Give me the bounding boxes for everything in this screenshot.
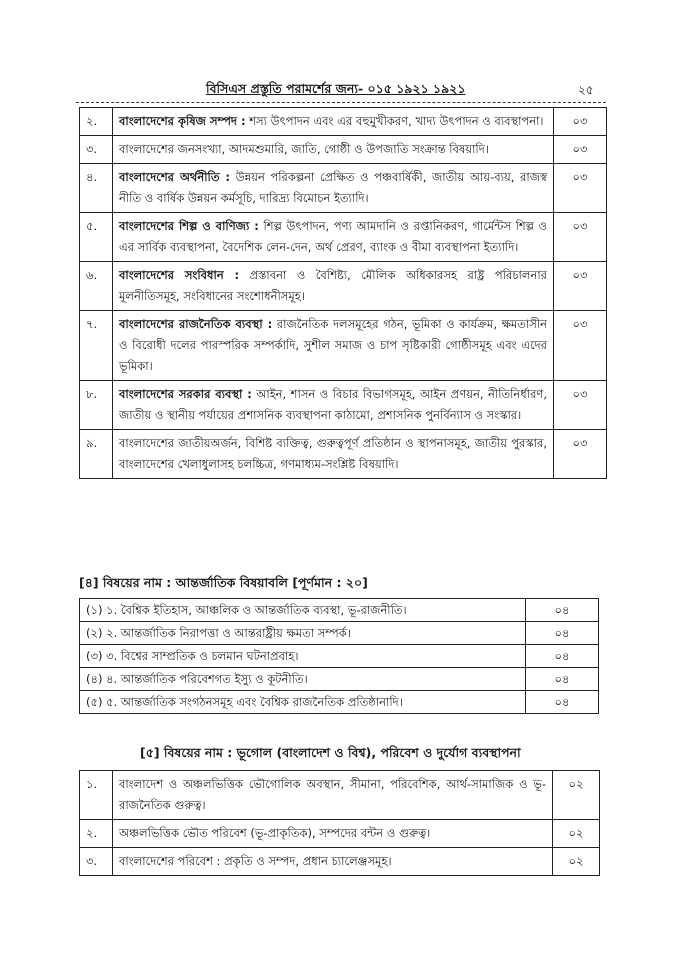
- item-description: বাংলাদেশের পরিবেশ : প্রকৃতি ও সম্পদ, প্রধান চ্যালেঞ্জসমূহ।: [113, 848, 553, 876]
- item-description: (৫) ৫. আন্তর্জাতিক সংগঠনসমূহ এবং বৈশ্বিক রাজনৈতিক প্রতিষ্ঠানাদি।: [80, 691, 526, 714]
- item-marks: ০২: [553, 848, 600, 876]
- item-number: ৩.: [80, 136, 113, 164]
- table-row: [80, 213, 607, 262]
- item-marks: ০৩: [554, 108, 607, 136]
- header-title: বিসিএস প্রস্তুতি পরামর্শের জন্য- ০১৫ ১৯২১ ১৯২১: [206, 81, 466, 96]
- item-marks: ০৪: [526, 645, 599, 668]
- topic-text: শিল্প উৎপাদন, পণ্য আমদানি ও রপ্তানিকরণ, গার্মেন্টস শিল্প ও এর সার্বিক ব্যবস্থাপনা, বৈদেশিক লেন-দেন, অর্থ প্রেরণ, ব্যাংক ও বীমা ব্যবস্থাপনা ইত্যাদি।: [119, 219, 547, 254]
- page-header: [76, 80, 606, 103]
- item-marks: ০৩: [554, 164, 607, 213]
- item-marks: ০৪: [526, 599, 599, 622]
- item-description: (৪) ৪. আন্তর্জাতিক পরিবেশগত ইস্যু ও কূটনীতি।: [80, 668, 526, 691]
- item-description: (৩) ৩. বিশ্বের সাম্প্রতিক ও চলমান ঘটনাপ্রবাহ।: [80, 645, 526, 668]
- item-marks: ০৪: [526, 622, 599, 645]
- item-marks: ০৪: [526, 668, 599, 691]
- item-description: [113, 164, 554, 213]
- topic-text: রাজনৈতিক দলসমূহের গঠন, ভূমিকা ও কার্যক্রম, ক্ষমতাসীন ও বিরোধী দলের পারস্পরিক সম্পর্কাদি, সুশীল সমাজ ও চাপ সৃষ্টিকারী গোষ্ঠীসমূহ এবং এদের ভূমিকা।: [119, 317, 547, 373]
- item-number: ৬.: [80, 262, 113, 311]
- topic-heading: বাংলাদেশের অর্থনীতি :: [119, 170, 231, 184]
- item-description: [113, 108, 554, 136]
- topic-heading: বাংলাদেশের সংবিধান :: [119, 268, 240, 282]
- topic-heading: বাংলাদেশের কৃষিজ সম্পদ :: [119, 114, 246, 128]
- item-marks: ০২: [553, 820, 600, 848]
- table-row: [80, 771, 600, 820]
- item-number: ২.: [80, 820, 113, 848]
- item-number: ৪.: [80, 164, 113, 213]
- section4-syllabus-table: [79, 598, 599, 714]
- table-row: [80, 645, 599, 668]
- section4-title: [৪] বিষয়ের নাম : আন্তর্জাতিক বিষয়াবলি [পূর্ণমান : ২০]: [79, 575, 368, 590]
- topic-text: বাংলাদেশের জাতীয়অর্জন, বিশিষ্ট ব্যক্তিত্ব, গুরুত্বপূর্ণ প্রতিষ্ঠান ও স্থাপনাসমূহ, জাতীয় পুরস্কার, বাংলাদেশের খেলাধুলাসহ চলচ্চিত্র, গণমাধ্যম-সংশ্লিষ্ট বিষয়াদি।: [119, 436, 547, 471]
- table-row: [80, 430, 607, 479]
- item-number: ২.: [80, 108, 113, 136]
- item-marks: ০৩: [554, 213, 607, 262]
- topic-heading: বাংলাদেশের সরকার ব্যবস্থা :: [119, 387, 252, 401]
- item-number: ৯.: [80, 430, 113, 479]
- table-row: [80, 136, 607, 164]
- topic-text: আইন, শাসন ও বিচার বিভাগসমূহ, আইন প্রণয়ন, নীতিনির্ধারণ, জাতীয় ও স্থানীয় পর্যায়ের প্রশাসনিক ব্যবস্থাপনা কাঠামো, প্রশাসনিক পুনর্বিন্যাস ও সংস্কার।: [119, 387, 548, 422]
- section3-syllabus-table: [79, 107, 607, 479]
- item-number: ৮.: [80, 381, 113, 430]
- item-number: ৫.: [80, 213, 113, 262]
- section5-title: [৫] বিষয়ের নাম : ভূগোল (বাংলাদেশ ও বিশ্ব), পরিবেশ ও দুর্যোগ ব্যবস্থাপনা: [140, 745, 521, 760]
- item-marks: ০৩: [554, 262, 607, 311]
- topic-text: উন্নয়ন পরিকল্পনা প্রেক্ষিত ও পঞ্চবার্ষিকী, জাতীয় আয়-ব্যয়, রাজস্ব নীতি ও বার্ষিক উন্নয়ন কর্মসূচি, দারিদ্র্য বিমোচন ইত্যাদি।: [119, 170, 547, 205]
- table-row: [80, 820, 600, 848]
- item-description: অঞ্চলভিত্তিক ভৌত পরিবেশ (ভূ-প্রাকৃতিক), সম্পদের বন্টন ও গুরুত্ব।: [113, 820, 553, 848]
- table-row: [80, 599, 599, 622]
- item-marks: ০৩: [554, 381, 607, 430]
- table-row: [80, 668, 599, 691]
- item-number: ৭.: [80, 311, 113, 381]
- topic-text: বাংলাদেশের জনসংখ্যা, আদমশুমারি, জাতি, গোষ্ঠী ও উপজাতি সংক্রান্ত বিষয়াদি।: [119, 142, 489, 156]
- topic-heading: বাংলাদেশের শিল্প ও বাণিজ্য :: [119, 219, 259, 233]
- table-row: [80, 622, 599, 645]
- item-number: ১.: [80, 771, 113, 820]
- topic-heading: বাংলাদেশের রাজনৈতিক ব্যবস্থা :: [119, 317, 273, 331]
- item-description: (২) ২. আন্তর্জাতিক নিরাপত্তা ও আন্তরাষ্ট্রীয় ক্ষমতা সম্পর্ক।: [80, 622, 526, 645]
- item-marks: ০৪: [526, 691, 599, 714]
- item-description: [113, 311, 554, 381]
- item-marks: ০৩: [554, 311, 607, 381]
- topic-text: শস্য উৎপাদন এবং এর বহুমুখীকরণ, খাদ্য উৎপাদন ও ব্যবস্থাপনা।: [249, 114, 544, 128]
- table-row: [80, 108, 607, 136]
- item-description: [113, 430, 554, 479]
- topic-text: প্রস্তাবনা ও বৈশিষ্ট্য, মৌলিক অধিকারসহ রাষ্ট্র পরিচালনার মূলনীতিসমূহ, সংবিধানের সংশোধনীসমূহ।: [119, 268, 547, 303]
- table-row: [80, 691, 599, 714]
- page-number: ২৫: [578, 83, 594, 97]
- item-marks: ০৩: [554, 136, 607, 164]
- item-description: [113, 381, 554, 430]
- table-row: [80, 848, 600, 876]
- item-number: ৩.: [80, 848, 113, 876]
- table-row: [80, 381, 607, 430]
- item-description: [113, 213, 554, 262]
- item-description: (১) ১. বৈশ্বিক ইতিহাস, আঞ্চলিক ও আন্তর্জাতিক ব্যবস্থা, ভূ-রাজনীতি।: [80, 599, 526, 622]
- item-marks: ০৩: [554, 430, 607, 479]
- table-row: [80, 164, 607, 213]
- section5-syllabus-table: [79, 770, 600, 876]
- table-row: [80, 262, 607, 311]
- item-marks: ০২: [553, 771, 600, 820]
- item-description: [113, 262, 554, 311]
- item-description: [113, 136, 554, 164]
- item-description: বাংলাদেশ ও অঞ্চলভিত্তিক ভৌগোলিক অবস্থান, সীমানা, পরিবেশিক, আর্থ-সামাজিক ও ভূ- রাজনৈতিক গুরুত্ব।: [113, 771, 553, 820]
- table-row: [80, 311, 607, 381]
